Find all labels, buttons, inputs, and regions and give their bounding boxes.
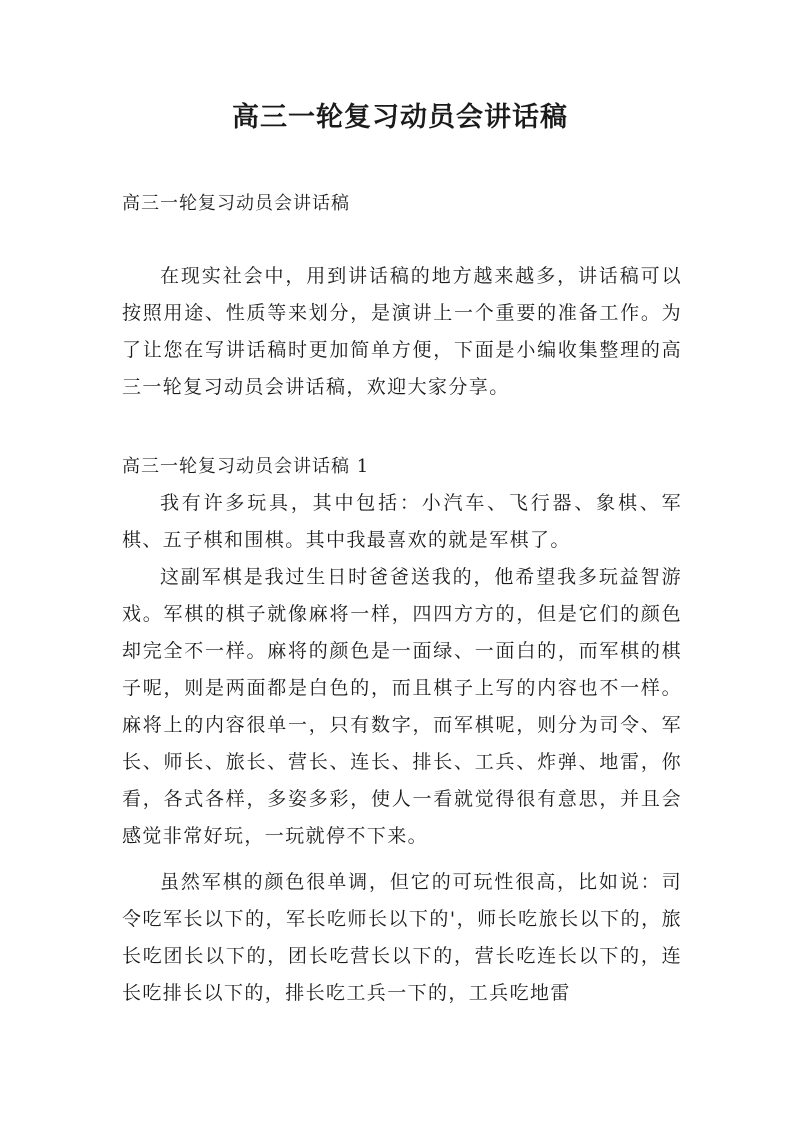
intro-paragraph: 在现实社会中，用到讲话稿的地方越来越多，讲话稿可以按照用途、性质等来划分，是演讲上一个重要的准备工作。为了让您在写讲话稿时更加简单方便，下面是小编收集整理的高三一轮复习动员会讲话稿，欢迎大家分享。 [122,265,682,398]
document-title: 高三一轮复习动员会讲话稿 [232,102,568,133]
body-paragraph-1: 我有许多玩具，其中包括：小汽车、飞行器、象棋、军棋、五子棋和围棋。其中我最喜欢的就是军棋了。 [122,492,682,551]
body-paragraph-3: 虽然军棋的颜色很单调，但它的可玩性很高，比如说：司令吃军长以下的，军长吃师长以下的'，师长吃旅长以下的，旅长吃团长以下的，团长吃营长以下的，营长吃连长以下的，连长吃排长以下的，排长吃工兵一下的，工兵吃地雷 [122,871,682,1004]
document-subtitle: 高三一轮复习动员会讲话稿 [122,193,350,214]
body-paragraph-2: 这副军棋是我过生日时爸爸送我的，他希望我多玩益智游戏。军棋的棋子就像麻将一样，四四方方的，但是它们的颜色却完全不一样。麻将的颜色是一面绿、一面白的，而军棋的棋子呢，则是两面都是白色的，而且棋子上写的内容也不一样。麻将上的内容很单一，只有数字，而军棋呢，则分为司令、军长、师长、旅长、营长、连长、排长、工兵、炸弹、地雷，你看，各式各样，多姿多彩，使人一看就觉得很有意思，并且会感觉非常好玩，一玩就停不下来。 [122,566,682,847]
section-heading: 高三一轮复习动员会讲话稿 1 [122,456,370,477]
